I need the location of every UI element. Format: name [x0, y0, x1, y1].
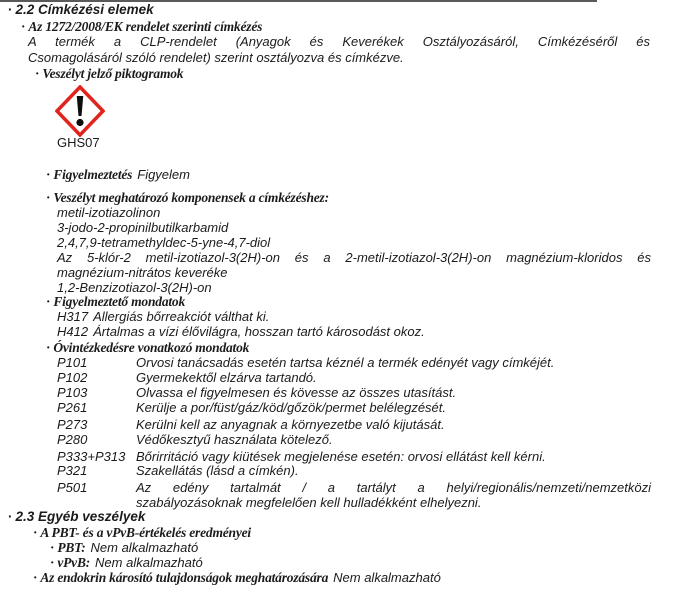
ghs07-pictogram — [55, 85, 105, 137]
bullet: · — [46, 190, 51, 205]
precaution-text-line-1: Az edény tartalmát / a tartályt a helyi/regionális/nemzeti/nemzetközi — [136, 480, 651, 495]
precaution-text: Gyermekektől elzárva tartandó. — [136, 370, 317, 385]
precaution-code: P333+P313 — [57, 449, 126, 464]
component-line: Az 5-klór-2 metil-izotiazol-3(2H)-on és a 2-metil-izotiazol-3(2H)-on magnézium-kloridos és — [57, 250, 651, 265]
precautionary-row — [57, 449, 546, 464]
precaution-text: Védőkesztyű használata kötelező. — [136, 432, 333, 447]
bullet: · — [46, 167, 51, 182]
section-2-3-title: 2.3 Egyéb veszélyek — [15, 509, 146, 524]
component-line: metil-izotiazolinon — [57, 205, 161, 220]
hazard-statement-row — [57, 324, 425, 339]
precautionary-row — [57, 463, 299, 478]
labelling-regulation-heading — [21, 19, 262, 34]
precaution-code: P273 — [57, 417, 88, 432]
pbt-label: PBT: — [57, 540, 86, 555]
precautionary-statements-heading — [46, 340, 249, 355]
precaution-text — [136, 480, 651, 510]
precautionary-row — [57, 417, 445, 432]
bullet: · — [35, 66, 40, 81]
precautionary-row — [57, 370, 317, 385]
pbt-vpvb-heading — [33, 525, 251, 540]
hazard-text: Ártalmas a vízi élővilágra, hosszan tartó károsodást okoz. — [93, 324, 425, 339]
precaution-code: P501 — [57, 480, 88, 495]
precautionary-row — [57, 355, 554, 370]
precautionary-row — [57, 385, 456, 400]
precautionary-statements-title: Óvintézkedésre vonatkozó mondatok — [53, 340, 250, 355]
precautionary-row — [57, 400, 446, 415]
pictograms-title: Veszélyt jelző piktogramok — [42, 66, 184, 81]
bullet: · — [33, 525, 38, 540]
precaution-text: Kerülje a por/füst/gáz/köd/gőzök/permet belélegzését. — [136, 400, 447, 415]
clp-paragraph-line-1: A termék a CLP-rendelet (Anyagok és Keverékek Osztályozásáról, Címkézéséről és — [28, 34, 650, 49]
pictogram-code-label: GHS07 — [57, 135, 100, 150]
precaution-text: Olvassa el figyelmesen és kövesse az összes utasítást. — [136, 385, 457, 400]
exclamation-mark-icon — [55, 85, 105, 137]
section-2-2-heading — [8, 2, 154, 17]
component-line: 1,2-Benzizotiazol-3(2H)-on — [57, 280, 212, 295]
hazard-statements-title: Figyelmeztető mondatok — [53, 294, 186, 309]
hazard-text: Allergiás bőrreakciót válthat ki. — [93, 309, 270, 324]
bullet: · — [50, 540, 55, 555]
bullet: · — [33, 570, 38, 585]
components-heading — [46, 190, 329, 205]
endocrine-value: Nem alkalmazható — [333, 570, 441, 585]
pictograms-heading — [35, 66, 183, 81]
bullet: · — [21, 19, 26, 34]
signal-word-heading: Figyelmeztetés — [53, 167, 133, 182]
bullet: · — [50, 555, 55, 570]
hazard-statements-heading — [46, 294, 185, 309]
precaution-text: Orvosi tanácsadás esetén tartsa kéznél a termék edényét vagy címkéjét. — [136, 355, 555, 370]
precautionary-row — [57, 432, 333, 447]
signal-word-value: Figyelem — [137, 167, 190, 182]
bullet: · — [8, 2, 13, 17]
precaution-text: Bőrirritáció vagy kiütések megjelenése esetén: orvosi ellátást kell kérni. — [136, 449, 546, 464]
precaution-code: P261 — [57, 400, 88, 415]
hazard-code: H317 — [57, 309, 89, 324]
pbt-vpvb-title: A PBT- és a vPvB-értékelés eredményei — [40, 525, 251, 540]
signal-word-row — [46, 167, 190, 182]
bullet: · — [46, 294, 51, 309]
vpvb-value: Nem alkalmazható — [95, 555, 203, 570]
vpvb-label: vPvB: — [57, 555, 91, 570]
bullet: · — [46, 340, 51, 355]
precaution-code: P103 — [57, 385, 88, 400]
hazard-code: H412 — [57, 324, 89, 339]
component-line: 3-jodo-2-propinilbutilkarbamid — [57, 220, 229, 235]
endocrine-row — [33, 570, 441, 585]
component-line: 2,4,7,9-tetramethyldec-5-yne-4,7-diol — [57, 235, 271, 250]
components-title: Veszélyt meghatározó komponensek a címkézéshez: — [53, 190, 329, 205]
bullet: · — [8, 509, 13, 524]
precaution-code: P102 — [57, 370, 88, 385]
precaution-text: Szakellátás (lásd a címkén). — [136, 463, 299, 478]
pbt-value: Nem alkalmazható — [90, 540, 199, 555]
endocrine-heading: Az endokrin károsító tulajdonságok meghatározására — [40, 570, 329, 585]
vpvb-row — [50, 555, 203, 570]
hazard-statement-row — [57, 309, 269, 324]
precaution-code: P321 — [57, 463, 88, 478]
precaution-code: P280 — [57, 432, 88, 447]
section-2-3-heading — [8, 509, 145, 524]
component-line: magnézium-nitrátos keveréke — [57, 265, 228, 280]
pbt-row — [50, 540, 198, 555]
precaution-text: Kerülni kell az anyagnak a környezetbe való kijutását. — [136, 417, 445, 432]
labelling-regulation-title: Az 1272/2008/EK rendelet szerinti címkézés — [28, 19, 263, 34]
precaution-code: P101 — [57, 355, 88, 370]
clp-paragraph-line-2: Csomagolásáról szóló rendelet) szerint osztályozva és címkézve. — [28, 50, 404, 65]
precautionary-row — [57, 480, 651, 510]
precaution-text-line-2: szabályozásoknak megfelelően kell hulladékként elhelyezni. — [136, 495, 482, 510]
section-2-2-title: 2.2 Címkézési elemek — [15, 2, 154, 17]
